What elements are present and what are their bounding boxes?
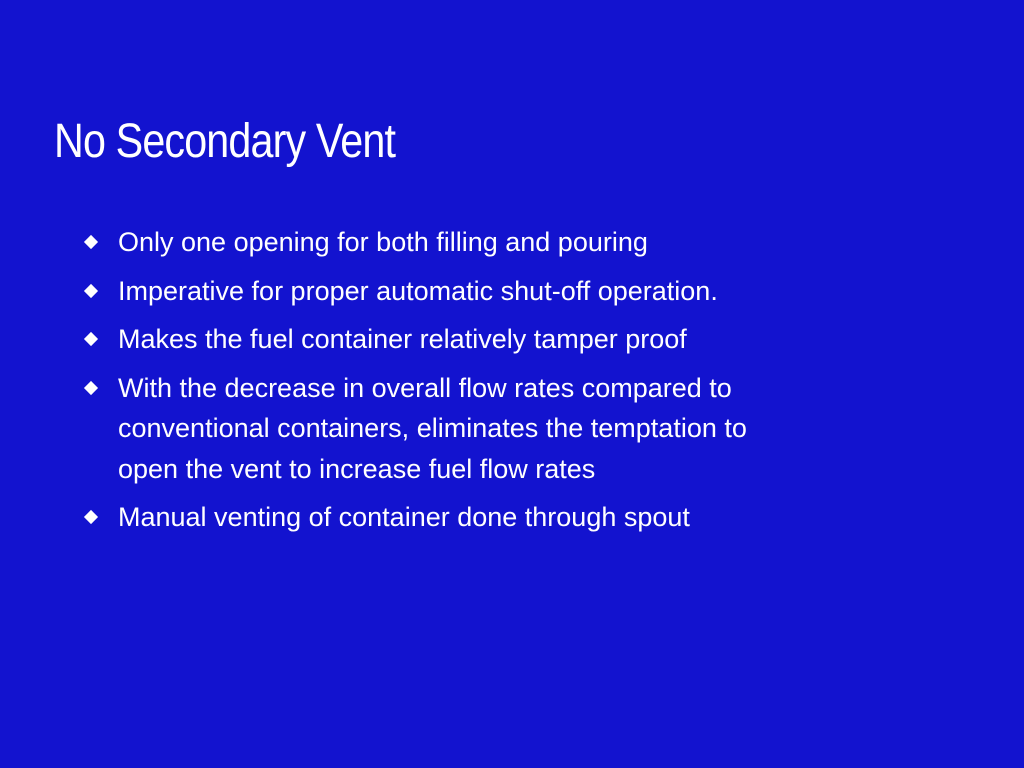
bullet-text: Makes the fuel container relatively tamper proof xyxy=(118,324,687,354)
bullet-item xyxy=(80,222,760,263)
bullet-text: Only one opening for both filling and pouring xyxy=(118,227,648,257)
bullet-item xyxy=(80,271,760,312)
bullet-item xyxy=(80,497,760,538)
slide-title: No Secondary Vent xyxy=(54,115,396,168)
bullet-item xyxy=(80,368,760,490)
diamond-bullet-icon xyxy=(84,380,98,394)
diamond-bullet-icon xyxy=(84,332,98,346)
diamond-bullet-icon xyxy=(84,235,98,249)
bullet-text: Imperative for proper automatic shut-off operation. xyxy=(118,275,718,306)
diamond-bullet-icon xyxy=(84,283,98,297)
diamond-bullet-icon xyxy=(84,510,98,524)
bullet-text: Manual venting of container done through spout xyxy=(118,502,690,532)
bullet-text: With the decrease in overall flow rates compared to conventional containers, eliminates the temptation to open the vent to increase fuel flow rates xyxy=(118,372,747,484)
bullet-list xyxy=(80,222,760,546)
bullet-item xyxy=(80,319,760,360)
